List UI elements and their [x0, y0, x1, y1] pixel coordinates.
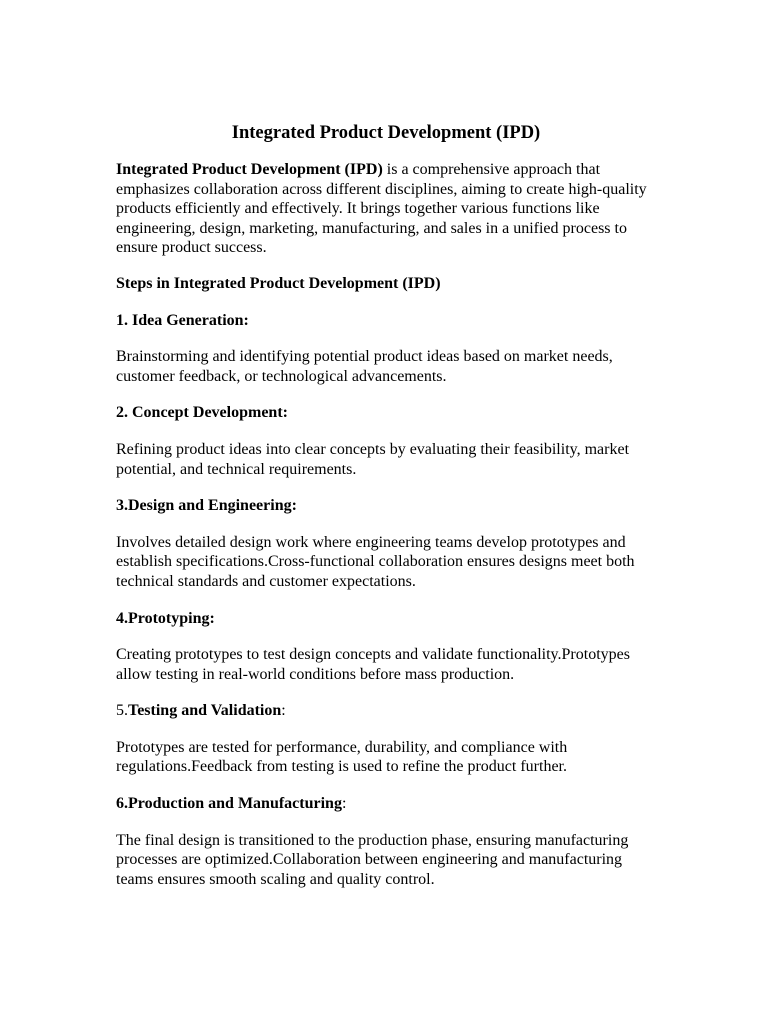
intro-paragraph [116, 160, 656, 258]
step-heading [116, 701, 656, 721]
step-name: 4.Prototyping: [116, 609, 215, 627]
step-description: Prototypes are tested for performance, durability, and compliance with regulations.Feedback from testing is used to refine the product further. [116, 738, 568, 776]
step-name: Concept Development: [132, 404, 288, 422]
intro-lead-bold: Integrated Product Development (IPD) [116, 161, 383, 178]
step-name: Testing and Validation [128, 702, 282, 720]
step-name: 6.Production and Manufacturing [116, 795, 342, 813]
intro-text: is a comprehensive approach that emphasizes collaboration across different disciplines, aiming to create high-quality products efficiently and effectively. It brings together various functions like engineering, design, marketing, manufacturing, and sales in a unified process to ensure product success. [116, 161, 647, 257]
step-description: Brainstorming and identifying potential product ideas based on market needs, customer feedback, or technological advancements. [116, 348, 613, 385]
step-prefix-bold: 1. [116, 311, 128, 329]
step-heading [116, 403, 656, 423]
step-description: The final design is transitioned to the production phase, ensuring manufacturing processes are optimized.Collaboration between engineering and manufacturing teams ensures smooth scaling and quality control. [116, 831, 629, 888]
step-suffix: : [281, 702, 286, 720]
step-description: Refining product ideas into clear concepts by evaluating their feasibility, market potential, and technical requirements. [116, 440, 630, 478]
document-page [116, 122, 656, 906]
step-name: Idea Generation: [132, 311, 249, 329]
step-prefix: 5. [116, 702, 128, 720]
step-heading [116, 609, 656, 629]
step-heading [116, 311, 656, 331]
step-heading [116, 794, 656, 814]
document-title: Integrated Product Development (IPD) [231, 123, 541, 143]
step-suffix: : [341, 795, 347, 813]
step-name: 3.Design and Engineering: [116, 497, 297, 515]
step-prefix-bold: 2. [116, 404, 128, 422]
steps-heading: Steps in Integrated Product Development (IPD) [116, 274, 441, 292]
step-description: Involves detailed design work where engineering teams develop prototypes and establish specifications.Cross-functional collaboration ensures designs meet both technical standards and customer expectations. [116, 533, 635, 590]
step-description: Creating prototypes to test design concepts and validate functionality.Prototypes allow testing in real-world conditions before mass production. [116, 646, 630, 683]
step-heading [116, 496, 656, 516]
